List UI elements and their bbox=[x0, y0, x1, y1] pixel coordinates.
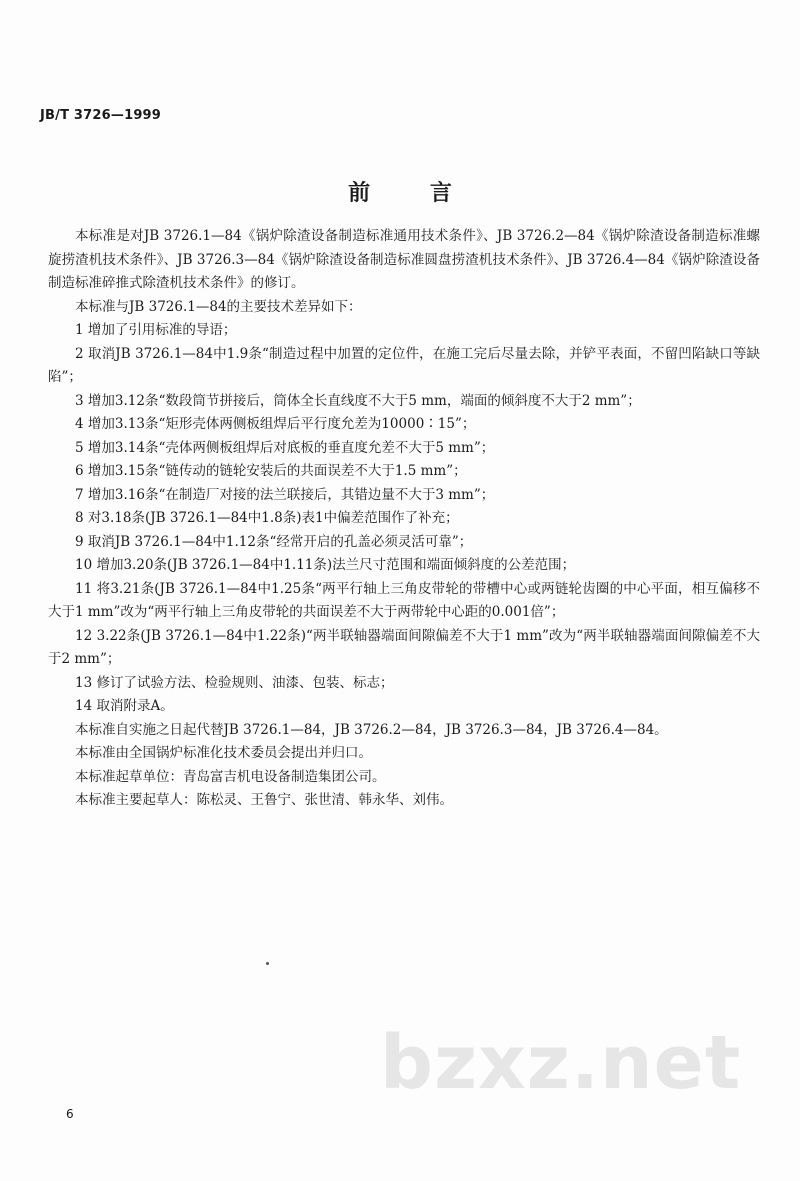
list-item: 5 增加3.14条“壳体两侧板组焊后对底板的垂直度允差不大于5 mm”； bbox=[75, 439, 495, 456]
list-item: 7 增加3.16条“在制造厂对接的法兰联接后，其错边量不大于3 mm”； bbox=[75, 486, 495, 503]
page-title: 前 言 bbox=[348, 181, 478, 206]
list-item: 12 3.22条(JB 3726.1—84中1.22条)“两半联轴器端面间隙偏差不大于1 mm”改为“两半联轴器端面间隙偏差不大于2 mm”； bbox=[48, 627, 760, 667]
standard-code: JB/T 3726—1999 bbox=[40, 108, 162, 123]
drafting-unit-statement: 本标准起草单位：青岛富吉机电设备制造集团公司。 bbox=[75, 768, 386, 785]
body-text bbox=[48, 225, 760, 813]
page-number: 6 bbox=[66, 1107, 74, 1121]
list-item: 10 增加3.20条(JB 3726.1—84中1.11条)法兰尺寸范围和端面倾斜度的公差范围； bbox=[75, 557, 576, 573]
list-item: 11 将3.21条(JB 3726.1—84中1.25条“两平行轴上三角皮带轮的带槽中心或两链轮齿圈的中心平面，相互偏移不大于1 mm”改为“两平行轴上三角皮带轮的共面误差不大于两带轮中心距的0.001倍”； bbox=[48, 580, 760, 620]
proposer-statement: 本标准由全国锅炉标准化技术委员会提出并归口。 bbox=[75, 745, 372, 761]
replacement-statement: 本标准自实施之日起代替JB 3726.1—84，JB 3726.2—84，JB 3726.3—84，JB 3726.4—84。 bbox=[75, 721, 668, 738]
list-item: 9 取消JB 3726.1—84中1.12条“经常开启的孔盖必须灵活可靠”； bbox=[75, 533, 473, 550]
drafters-statement: 本标准主要起草人：陈松灵、王鲁宁、张世清、韩永华、刘伟。 bbox=[75, 792, 453, 808]
intro-paragraph: 本标准是对JB 3726.1—84《锅炉除渣设备制造标准通用技术条件》、JB 3726.2—84《锅炉除渣设备制造标准螺旋捞渣机技术条件》、JB 3726.3—84《锅炉除渣设备制造标准圆盘捞渣机技术条件》、JB 3726.4—84《锅炉除渣设备制造标准碎推式除渣机技术条件》的修订。 bbox=[48, 228, 760, 291]
list-item: 14 取消附录A。 bbox=[75, 698, 174, 714]
list-item: 1 增加了引用标准的导语； bbox=[75, 322, 237, 338]
list-item: 3 增加3.12条“数段筒节拼接后，筒体全长直线度不大于5 mm，端面的倾斜度不大于2 mm”； bbox=[75, 392, 641, 409]
list-item: 8 对3.18条(JB 3726.1—84中1.8条)表1中偏差范围作了补充； bbox=[75, 510, 459, 526]
list-item: 6 增加3.15条“链传动的链轮安装后的共面误差不大于1.5 mm”； bbox=[75, 463, 467, 479]
stray-dot bbox=[266, 962, 269, 965]
watermark: bzxz.net bbox=[380, 1020, 742, 1106]
list-item: 4 增加3.13条“矩形壳体两侧板组焊后平行度允差为10000∶15”； bbox=[75, 416, 476, 432]
list-item: 13 修订了试验方法、检验规则、油漆、包装、标志； bbox=[75, 674, 394, 691]
differences-intro: 本标准与JB 3726.1—84的主要技术差异如下： bbox=[75, 298, 362, 315]
list-item: 2 取消JB 3726.1—84中1.9条“制造过程中加置的定位件，在施工完后尽量去除，并铲平表面，不留凹陷缺口等缺陷”； bbox=[48, 345, 760, 385]
